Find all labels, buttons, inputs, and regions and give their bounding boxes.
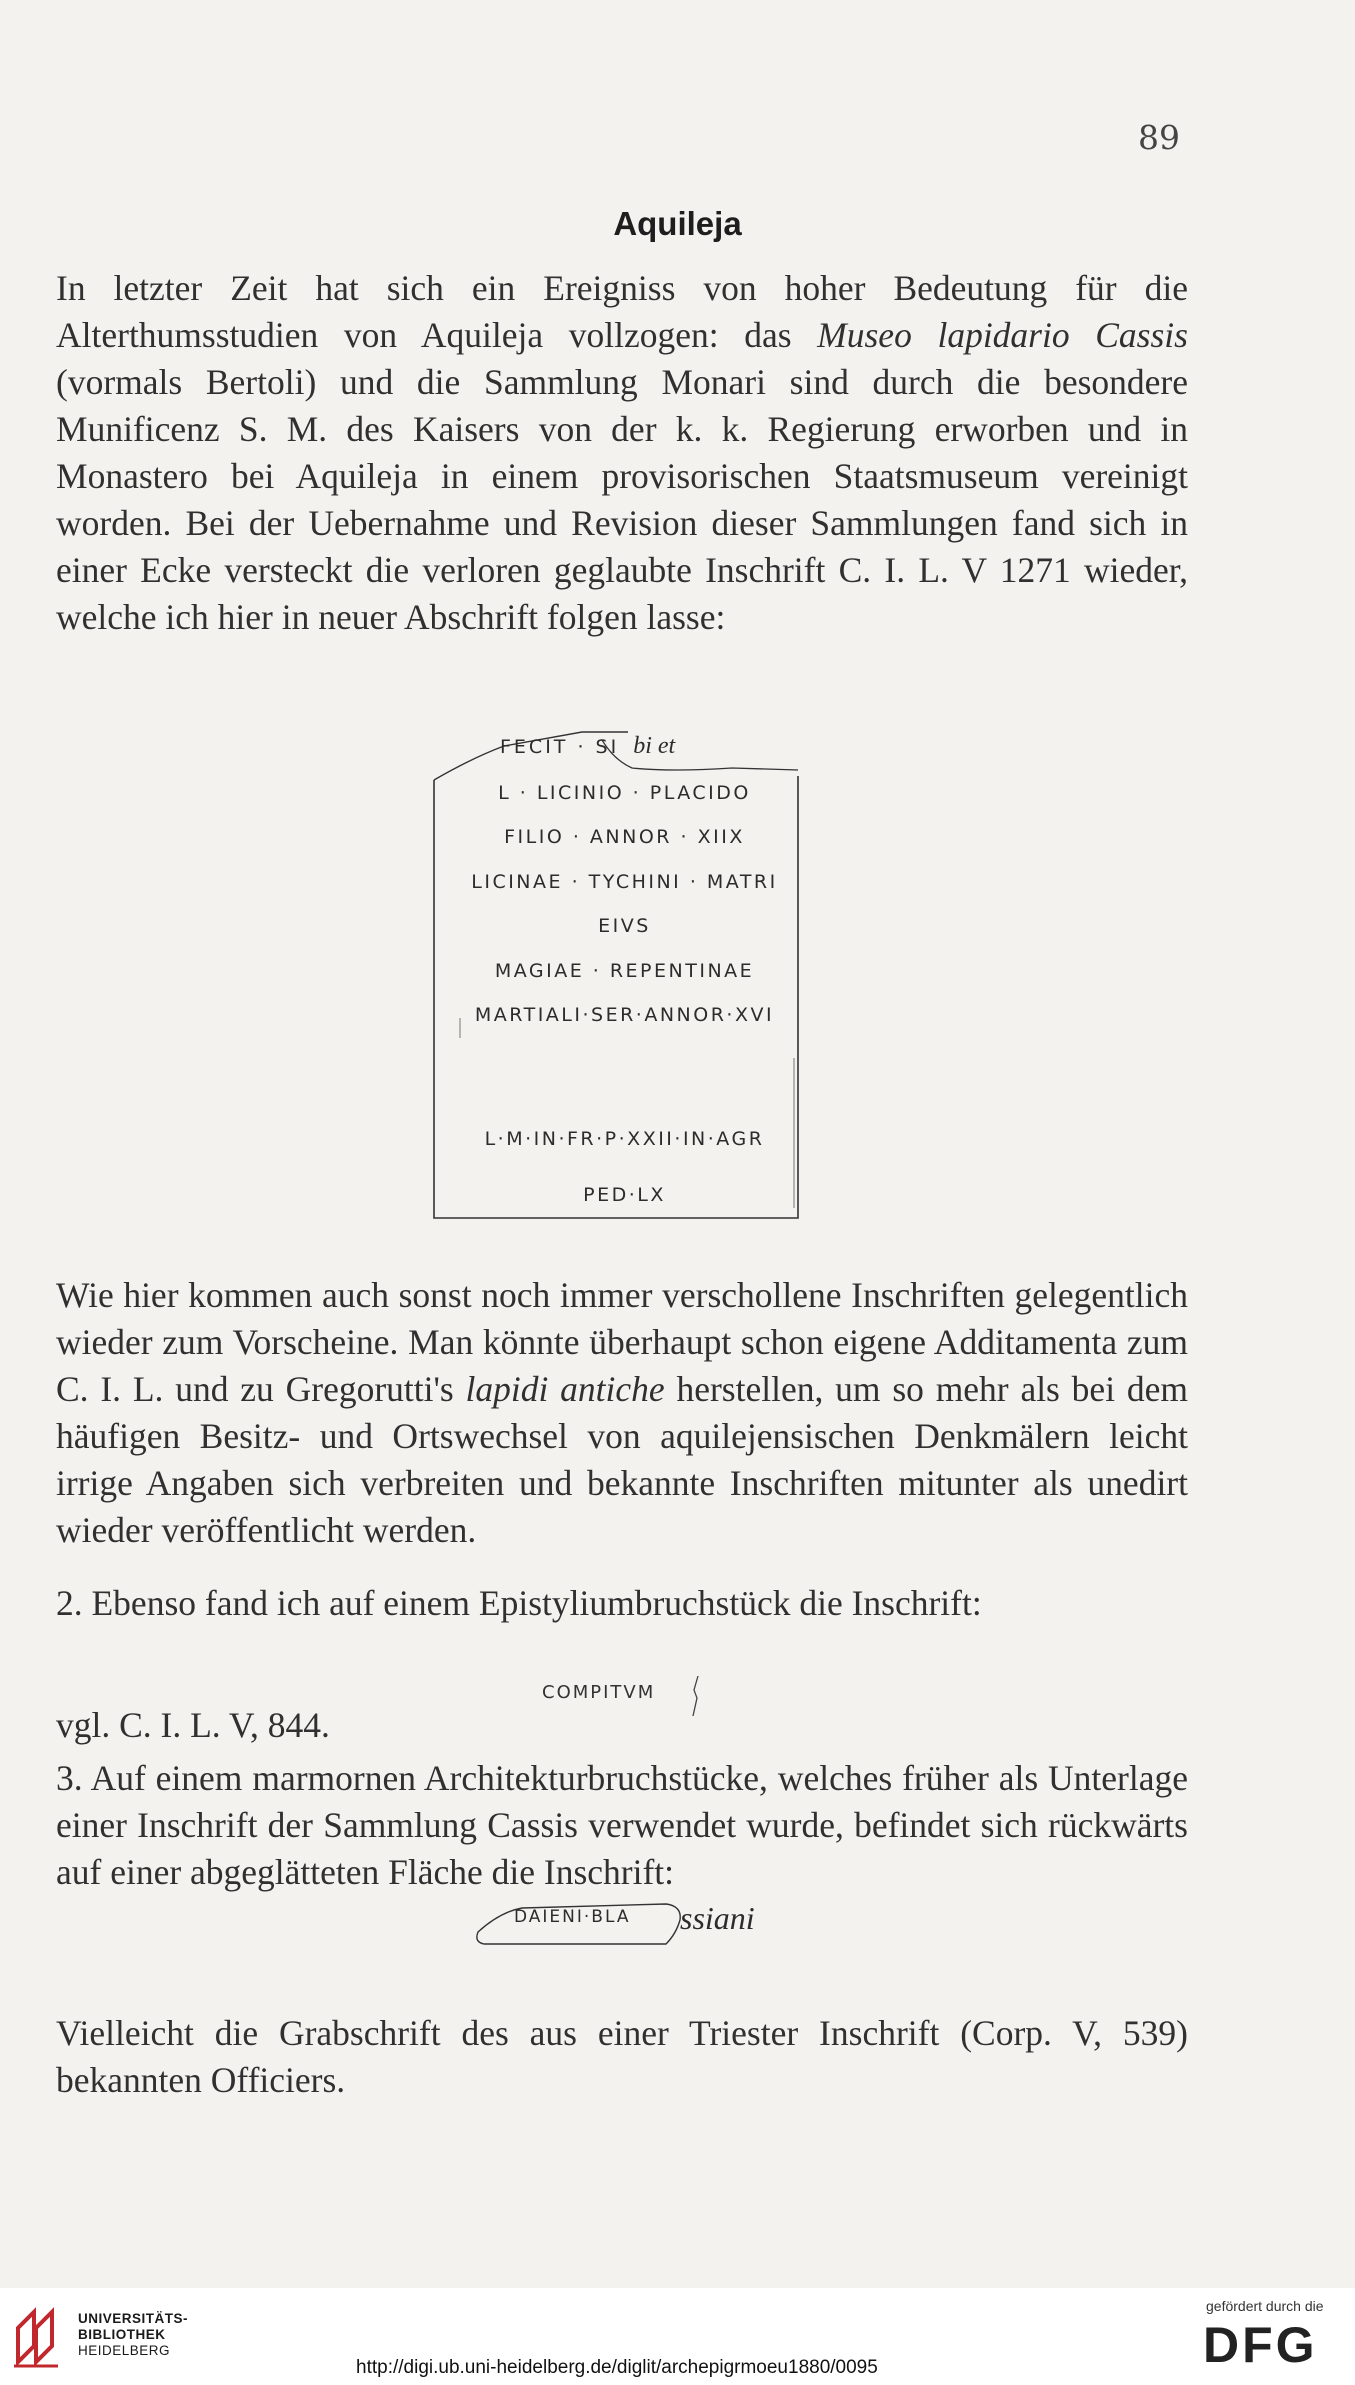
paragraph-intro-text-a: In letzter Zeit hat sich ein Ereigniss von hoher Bedeutung für die Alterthumsstudien von Aquileja vollzogen: das <box>56 268 1188 355</box>
paragraph-intro-text-b: (vormals Bertoli) und die Sammlung Monari sind durch die besondere Munificenz S. M. des Kaisers von der k. k. Regierung erworben und in Monastero bei Aquileja in einem provisorischen Staatsmuseum vereinigt worden. Bei der Uebernahme und Revision dieser Sammlungen fand sich in einer Ecke versteckt die verloren geglaubte Inschrift C. I. L. V 1271 wieder, welche ich hier in neuer Abschrift folgen lasse: <box>56 362 1188 637</box>
inscription-compitum: COMPITVM <box>542 1682 656 1703</box>
inscription-top-caps: FECIT · SI <box>500 736 620 758</box>
funding-label: gefördert durch die <box>1206 2298 1324 2314</box>
inscription-line: MARTIALI·SER·ANNOR·XVI <box>474 1004 775 1026</box>
library-line: UNIVERSITÄTS- <box>78 2311 189 2326</box>
inscription-line: L · LICINIO · PLACIDO <box>498 782 751 804</box>
paragraph-item-3: 3. Auf einem marmornen Architekturbruchstücke, welches früher als Unterlage einer Inschrift der Sammlung Cassis verwendet wurde, befindet sich rückwärts auf einer abgeglätteten Fläche die Inschrift: <box>56 1758 1188 1892</box>
fragment-inscription-caps: DAIENI·BLA <box>514 1907 631 1927</box>
page-number: 89 <box>1138 118 1180 157</box>
paragraph-intro-italic: Museo lapidario Cassis <box>817 315 1188 355</box>
inscription-line: L·M·IN·FR·P·XXII·IN·AGR <box>484 1128 765 1150</box>
paragraph-conclusion: Vielleicht die Grabschrift des aus einer Triester Inschrift (Corp. V, 539) bekannten Officiers. <box>56 2013 1188 2100</box>
inscription-top-line <box>500 733 675 760</box>
paragraph-lost-italic: lapidi antiche <box>465 1369 665 1409</box>
university-library-name <box>78 2311 188 2359</box>
paragraph-item-2: 2. Ebenso fand ich auf einem Epistyliumbruchstück die Inschrift: <box>56 1583 982 1623</box>
permalink-url[interactable]: http://digi.ub.uni-heidelberg.de/diglit/archepigrmoeu1880/0095 <box>356 2357 878 2378</box>
paragraph-lost-text-b: herstellen, um so mehr als bei dem häufigen Besitz- und Ortswechsel von aquilejensischen Denkmälern leicht irrige Angaben sich verbreiten und bekannte Inschriften mitunter als unedirt wieder veröffentlicht werden. <box>56 1369 1188 1550</box>
inscription-top-italic: bi et <box>633 733 676 759</box>
inscription-line: PED·LX <box>583 1184 666 1206</box>
paragraph-lost-text-a: Wie hier kommen auch sonst noch immer verschollene Inschriften gelegentlich wieder zum Vorscheine. Man könnte überhaupt schon eigene Additamenta zum C. I. L. und zu Gregorutti's <box>56 1275 1188 1409</box>
reference-note: vgl. C. I. L. V, 844. <box>56 1705 330 1745</box>
fragment-inscription-italic: ssiani <box>680 1900 755 1936</box>
page-title: Aquileja <box>613 205 742 242</box>
library-line: HEIDELBERG <box>78 2343 171 2358</box>
inscription-line: MAGIAE · REPENTINAE <box>494 960 755 982</box>
inscription-line: FILIO · ANNOR · XIIX <box>504 826 745 848</box>
inscription-line: EIVS <box>598 915 651 937</box>
library-line: BIBLIOTHEK <box>78 2327 166 2342</box>
fragment-break-line <box>688 1676 702 1716</box>
university-library-logo-icon <box>12 2300 62 2370</box>
paragraph-lost-inscriptions <box>56 1272 1188 1554</box>
dfg-logo: DFG <box>1203 2317 1318 2373</box>
paragraph-intro <box>56 265 1188 641</box>
inscription-line: LICINAE · TYCHINI · MATRI <box>471 871 778 893</box>
